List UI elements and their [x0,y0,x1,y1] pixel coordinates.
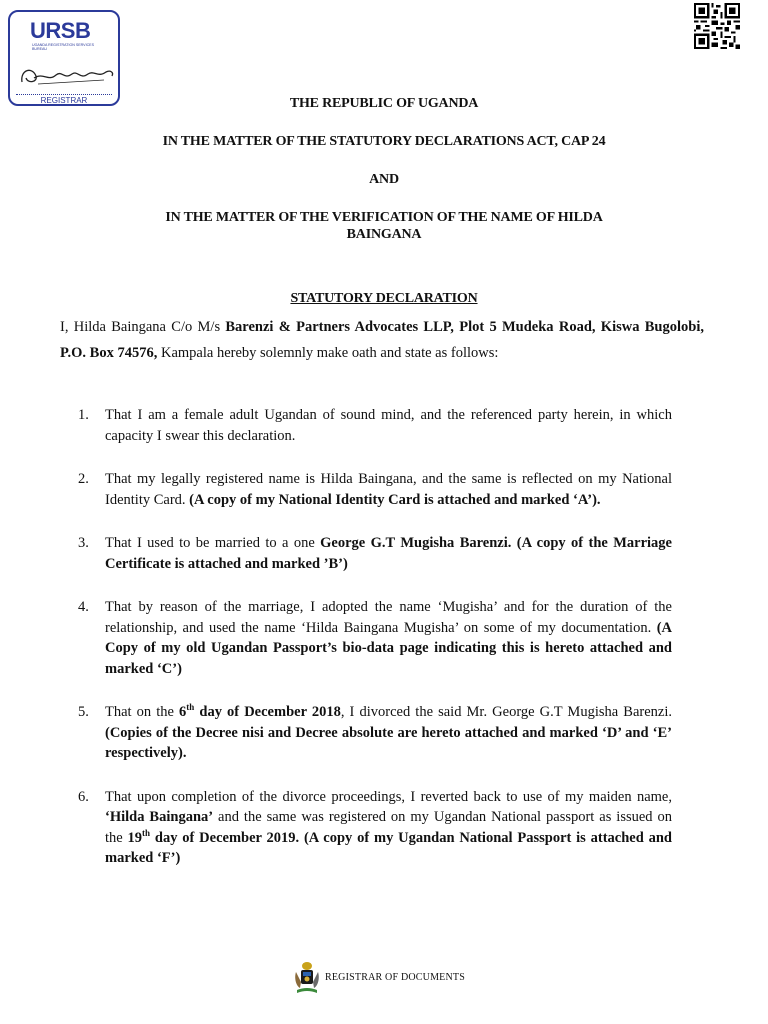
intro-text-2: Kampala hereby solemnly make oath and state as follows: [157,345,499,361]
item-bold-name: George G.T Mugisha Barenzi. [320,535,512,551]
heading-act: IN THE MATTER OF THE STATUTORY DECLARATIONS ACT, CAP 24 [162,134,606,149]
item-number: 1. [78,407,89,423]
list-item [78,702,672,764]
list-item [78,469,672,510]
registrar-stamp [8,10,120,106]
item-number: 3. [78,535,89,551]
item-bold-text: (Copies of the Decree nisi and Decree absolute are hereto attached and marked ‘D’ and ‘E’ respectively). [105,724,672,761]
item-date-rest: day of December 2018 [194,704,341,720]
intro-address: Barenzi & Partners Advocates LLP, Plot 5 Mudeka Road, Kiswa Bugolobi, P.O. Box 74576, [60,319,704,361]
intro-text-1: I, Hilda Baingana C/o M/s [60,319,226,335]
declaration-list [78,405,672,892]
heading-verification [60,209,708,243]
list-item [78,533,672,574]
uganda-coat-of-arms-icon [293,960,321,996]
heading-republic: THE REPUBLIC OF UGANDA [289,96,479,111]
list-item [78,787,672,869]
item-bold-name: ‘Hilda Baingana’ [105,809,214,825]
item-number: 5. [78,704,89,720]
item-text: That upon completion of the divorce proceedings, I reverted back to use of my maiden name, [105,788,672,805]
list-item [78,597,672,679]
heading-verification-line1: IN THE MATTER OF THE VERIFICATION OF THE NAME OF HILDA [165,210,603,225]
item-number: 6. [78,788,89,805]
declaration-title: STATUTORY DECLARATION [290,291,478,306]
item-text: , I divorced the said Mr. George G.T Mugisha Barenzi. [340,704,672,720]
item-date-suffix: th [186,702,195,713]
item-bold-text: (A Copy of my old Ugandan Passport’s bio-data page indicating this is hereto attached and marked ‘C’) [105,619,672,677]
item-bold-text: (A copy of my Ugandan National Passport is attached and marked ‘F’) [105,829,672,866]
heading-verification-line2: BAINGANA [346,227,422,242]
heading-and: AND [369,172,399,187]
ursb-logo: URSB [30,18,91,43]
footer-registrar-text: REGISTRAR OF DOCUMENTS [325,972,465,983]
item-text: That I used to be married to a one [105,535,321,551]
item-date [127,827,300,846]
item-text: That by reason of the marriage, I adopted the name ‘Mugisha’ and for the duration of the relationship, and used the name ‘Hilda Baingana Mugisha’ on some of my documentation. [105,599,672,636]
item-bold-text: (A copy of my National Identity Card is attached and marked ‘A’). [189,491,601,508]
item-date-rest: day of December 2019. [150,829,300,846]
stamp-label: REGISTRAR [40,96,88,105]
ursb-subtitle: UGANDA REGISTRATION SERVICES BUREAU [32,43,94,52]
list-item [78,405,672,446]
intro-paragraph [60,314,704,366]
registrar-signature [18,60,118,90]
item-text: and the same was registered on my Ugandan National passport as issued on the [105,809,672,846]
item-date-day: 19 [127,829,143,846]
item-text: That I am a female adult Ugandan of sound mind, and the referenced party herein, in which capacity I swear this declaration. [105,407,672,444]
item-number: 4. [78,599,89,615]
item-text: That my legally registered name is Hilda Baingana, and the same is reflected on my National Identity Card. [105,471,672,508]
item-date-day: 6 [179,704,187,720]
qr-code-icon [694,3,740,49]
item-date [179,704,341,720]
item-bold-text: (A copy of the Marriage Certificate is attached and marked ’B’) [105,535,672,572]
item-text: That on the [105,704,180,720]
item-date-suffix: th [142,827,151,838]
item-number: 2. [78,471,89,487]
